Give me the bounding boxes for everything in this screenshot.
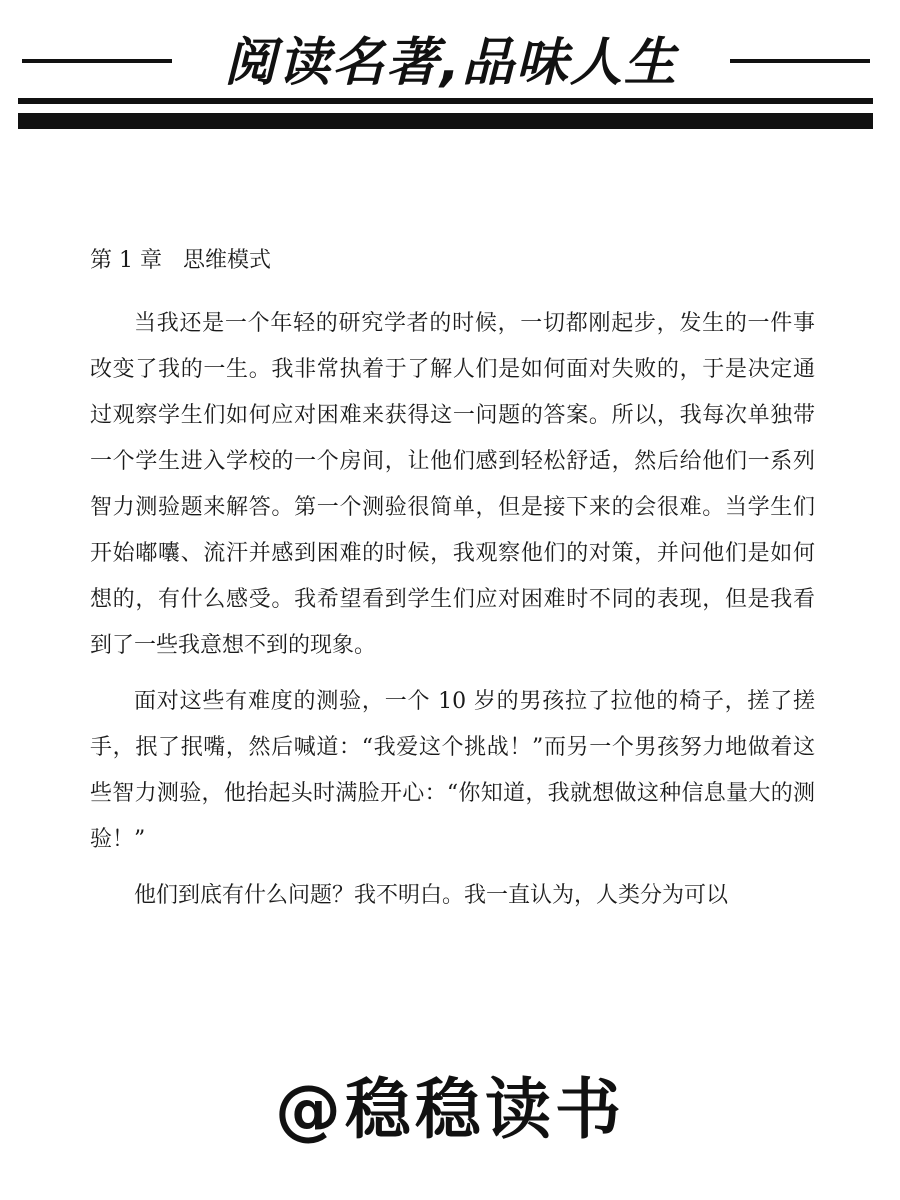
header-rule-left [22, 59, 172, 63]
header-title: 阅读名著,品味人生 [224, 33, 678, 93]
page-header [0, 0, 900, 140]
paragraph: 面对这些有难度的测验，一个 10 岁的男孩拉了拉他的椅子，搓了搓手，抿了抿嘴，然后喊道：“我爱这个挑战！”而另一个男孩努力地做着这些智力测验，他抬起头时满脸开心：“你知道，我就想做这种信息量大的测验！” [90, 689, 815, 852]
header-divider-thick [18, 113, 873, 129]
paragraph: 他们到底有什么问题？我不明白。我一直认为，人类分为可以 [134, 883, 729, 908]
header-rule-right [730, 59, 870, 63]
header-divider-thin [18, 98, 873, 104]
paragraph: 当我还是一个年轻的研究学者的时候，一切都刚起步，发生的一件事改变了我的一生。我非常执着于了解人们是如何面对失败的，于是决定通过观察学生们如何应对困难来获得这一问题的答案。所以，我每次单独带一个学生进入学校的一个房间，让他们感到轻松舒适，然后给他们一系列智力测验题来解答。第一个测验很简单，但是接下来的会很难。当学生们开始嘟囔、流汗并感到困难的时候，我观察他们的对策，并问他们是如何想的，有什么感受。我希望看到学生们应对困难时不同的表现，但是我看到了一些我意想不到的现象。 [90, 311, 815, 658]
chapter-heading: 第 1 章 思维模式 [90, 248, 271, 273]
book-content [90, 243, 815, 929]
footer-signature: @稳稳读书 [275, 1071, 625, 1148]
